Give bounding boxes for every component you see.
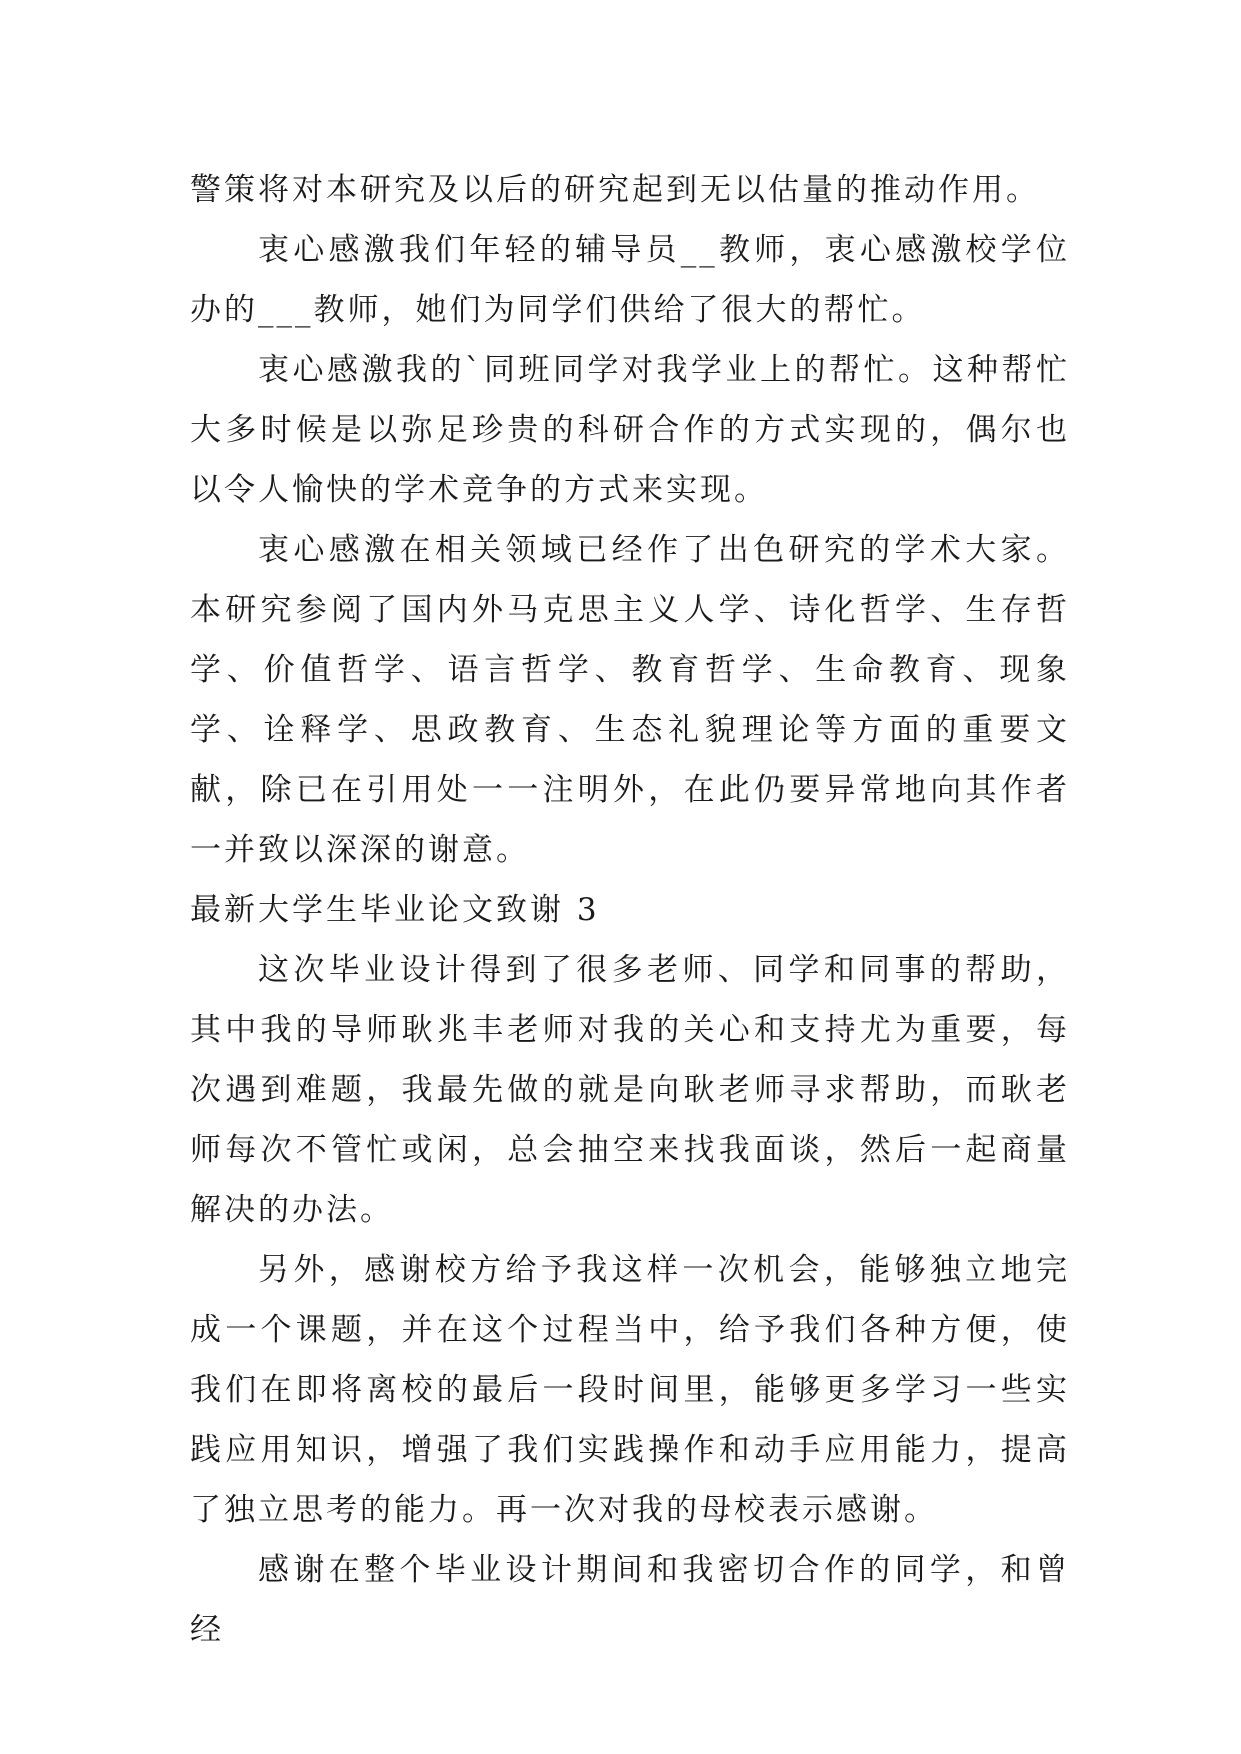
paragraph: 这次毕业设计得到了很多老师、同学和同事的帮助，其中我的导师耿兆丰老师对我的关心和支持尤为重要，每次遇到难题，我最先做的就是向耿老师寻求帮助，而耿老师每次不管忙或闲，总会抽空来找我面谈，然后一起商量解决的办法。 (190, 952, 1070, 1228)
document-body (190, 160, 1070, 1660)
paragraph: 警策将对本研究及以后的研究起到无以估量的推动作用。 (190, 172, 1040, 208)
paragraph: 另外，感谢校方给予我这样一次机会，能够独立地完成一个课题，并在这个过程当中，给予我们各种方便，使我们在即将离校的最后一段时间里，能够更多学习一些实践应用知识，增强了我们实践操作和动手应用能力，提高了独立思考的能力。再一次对我的母校表示感谢。 (190, 1252, 1070, 1528)
paragraph: 感谢在整个毕业设计期间和我密切合作的同学，和曾经 (190, 1552, 1070, 1648)
paragraph: 衷心感激在相关领域已经作了出色研究的学术大家。本研究参阅了国内外马克思主义人学、诗化哲学、生存哲学、价值哲学、语言哲学、教育哲学、生命教育、现象学、诠释学、思政教育、生态礼貌理论等方面的重要文献，除已在引用处一一注明外，在此仍要异常地向其作者一并致以深深的谢意。 (190, 532, 1070, 868)
section-heading: 最新大学生毕业论文致谢 3 (190, 892, 600, 928)
paragraph: 衷心感激我的`同班同学对我学业上的帮忙。这种帮忙大多时候是以弥足珍贵的科研合作的方式实现的，偶尔也以令人愉快的学术竞争的方式来实现。 (190, 352, 1070, 508)
paragraph: 衷心感激我们年轻的辅导员__教师，衷心感激校学位办的___教师，她们为同学们供给了很大的帮忙。 (190, 232, 1070, 328)
